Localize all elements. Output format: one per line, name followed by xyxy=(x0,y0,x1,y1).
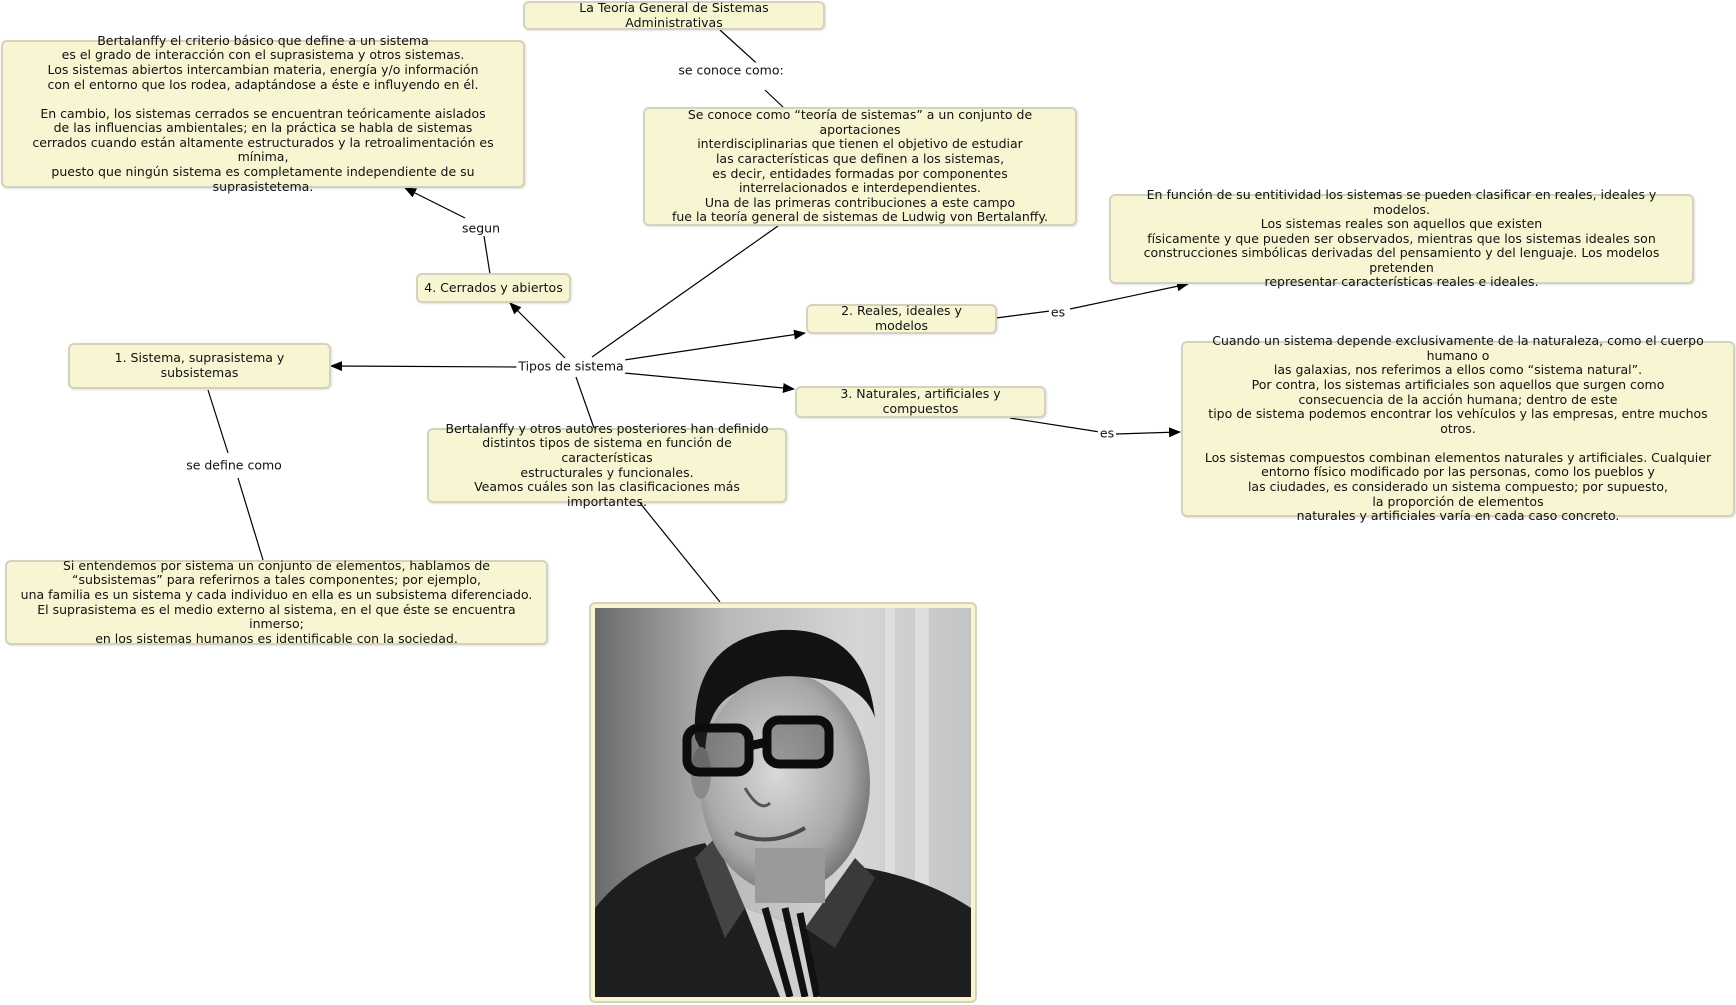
definition-node[interactable] xyxy=(643,107,1077,226)
link-intro-to-photo xyxy=(640,503,720,602)
type-1-node[interactable] xyxy=(68,343,331,389)
link-center-to-type4 xyxy=(510,303,565,358)
types-intro-text: Bertalanffy y otros autores posteriores han definido distintos tipos de sistema en función de características estructurales y funcionales. Veamos cuáles son las clasificaciones más importantes. xyxy=(445,420,769,509)
definition-text: Se conoce como “teoría de sistemas” a un conjunto de aportaciones interdisciplinarias que tienen el objetivo de estudiar las características que definen a los sistemas, es decir, entidades formadas por componentes interrelacionados e interdependientes. Una de las primeras contribuciones a este campo fue la teoría general de sistemas de Ludwig von Bertalanffy. xyxy=(671,107,1049,225)
link-es-to-natural xyxy=(1116,432,1180,434)
portrait-photo-frame[interactable] xyxy=(589,602,977,1003)
link-definition-to-center xyxy=(592,226,778,357)
type-3-node[interactable] xyxy=(795,386,1046,418)
link-label-to-subsystems xyxy=(238,478,263,560)
link-center-to-type1 xyxy=(331,366,518,367)
link-label-se-conoce-como: se conoce como: xyxy=(678,62,784,78)
link-label-to-definition xyxy=(765,90,784,108)
portrait-photo xyxy=(595,608,971,997)
type-4-node[interactable] xyxy=(416,273,571,303)
type-4-text: 4. Cerrados y abiertos xyxy=(424,279,563,295)
real-ideal-description-text: En función de su entitividad los sistemas se pueden clasificar en reales, ideales y modelos. Los sistemas reales son aquellos que existen físicamente y que pueden ser observados, mientras que los sistemas ideales son construcciones simbólicas derivadas del pensamiento y del lenguaje. Los modelos pretenden representar características reales e ideales. xyxy=(1143,186,1660,290)
natural-artificial-description-node[interactable] xyxy=(1181,333,1735,524)
root-topic-node[interactable] xyxy=(523,1,825,30)
natural-artificial-description-text: Cuando un sistema depende exclusivamente de la naturaleza, como el cuerpo humano o las galaxias, nos referimos a ellos como “sistema natural”. Por contra, los sistemas artificiales son aquellos que surgen como consecuencia de la acción humana; dentro de este tipo de sistema podemos encontrar los vehículos y las empresas, entre muchos otros. Los sistemas compuestos combinan elementos naturales y artificiales. Cualquier entorno físico modificado por las personas, como los pueblos y las ciudades, es considerado un sistema compuesto; por supuesto, la proporción de elementos naturales y artificiales varía en cada caso concreto. xyxy=(1204,333,1712,524)
link-label-segun: segun xyxy=(462,220,500,236)
link-type3-to-es xyxy=(1010,418,1100,432)
link-label-es-real: es xyxy=(1050,304,1066,320)
root-topic-text: La Teoría General de Sistemas Administrativas xyxy=(579,0,769,30)
type-1-text: 1. Sistema, suprasistema y subsistemas xyxy=(114,350,285,380)
open-closed-description-text: Bertalanffy el criterio básico que define a un sistema es el grado de interacción con el suprasistema y otros sistemas. Los sistemas abiertos intercambian materia, energía y/o información con el entorno que los rodea, adaptándose a éste e influyendo en él. En cambio, los sistemas cerrados se encuentran teóricamente aislados de las influencias ambientales; en la práctica se habla de sistemas cerrados cuando están altamente estructurados y la retroalimentación es mínima, puesto que ningún sistema es completamente independiente de su suprasistetema. xyxy=(32,32,494,194)
open-closed-description-node[interactable] xyxy=(1,32,525,194)
link-type1-to-label xyxy=(208,390,228,453)
link-center-to-type3 xyxy=(624,373,794,389)
center-topic-label[interactable]: Tipos de sistema xyxy=(518,358,624,374)
link-label-se-define-como: se define como xyxy=(186,457,282,473)
link-type2-to-es xyxy=(996,311,1050,318)
types-intro-node[interactable] xyxy=(427,420,787,509)
subsystems-description-text: Si entendemos por sistema un conjunto de elementos, hablamos de “subsistemas” para referirnos a tales componentes; por ejemplo, una familia es un sistema y cada individuo en ella es un subsistema diferenciado. El suprasistema es el medio externo al sistema, en el que éste se encuentra inmerso; en los sistemas humanos es identificable con la sociedad. xyxy=(20,557,533,646)
link-type4-to-segun xyxy=(484,236,490,274)
real-ideal-description-node[interactable] xyxy=(1109,186,1694,290)
link-center-to-type2 xyxy=(624,333,805,360)
type-2-node[interactable] xyxy=(806,304,997,334)
subsystems-description-node[interactable] xyxy=(5,557,548,646)
type-3-text: 3. Naturales, artificiales y compuestos xyxy=(840,386,1001,416)
type-2-text: 2. Reales, ideales y modelos xyxy=(841,303,962,333)
link-label-es-natural: es xyxy=(1099,425,1115,441)
